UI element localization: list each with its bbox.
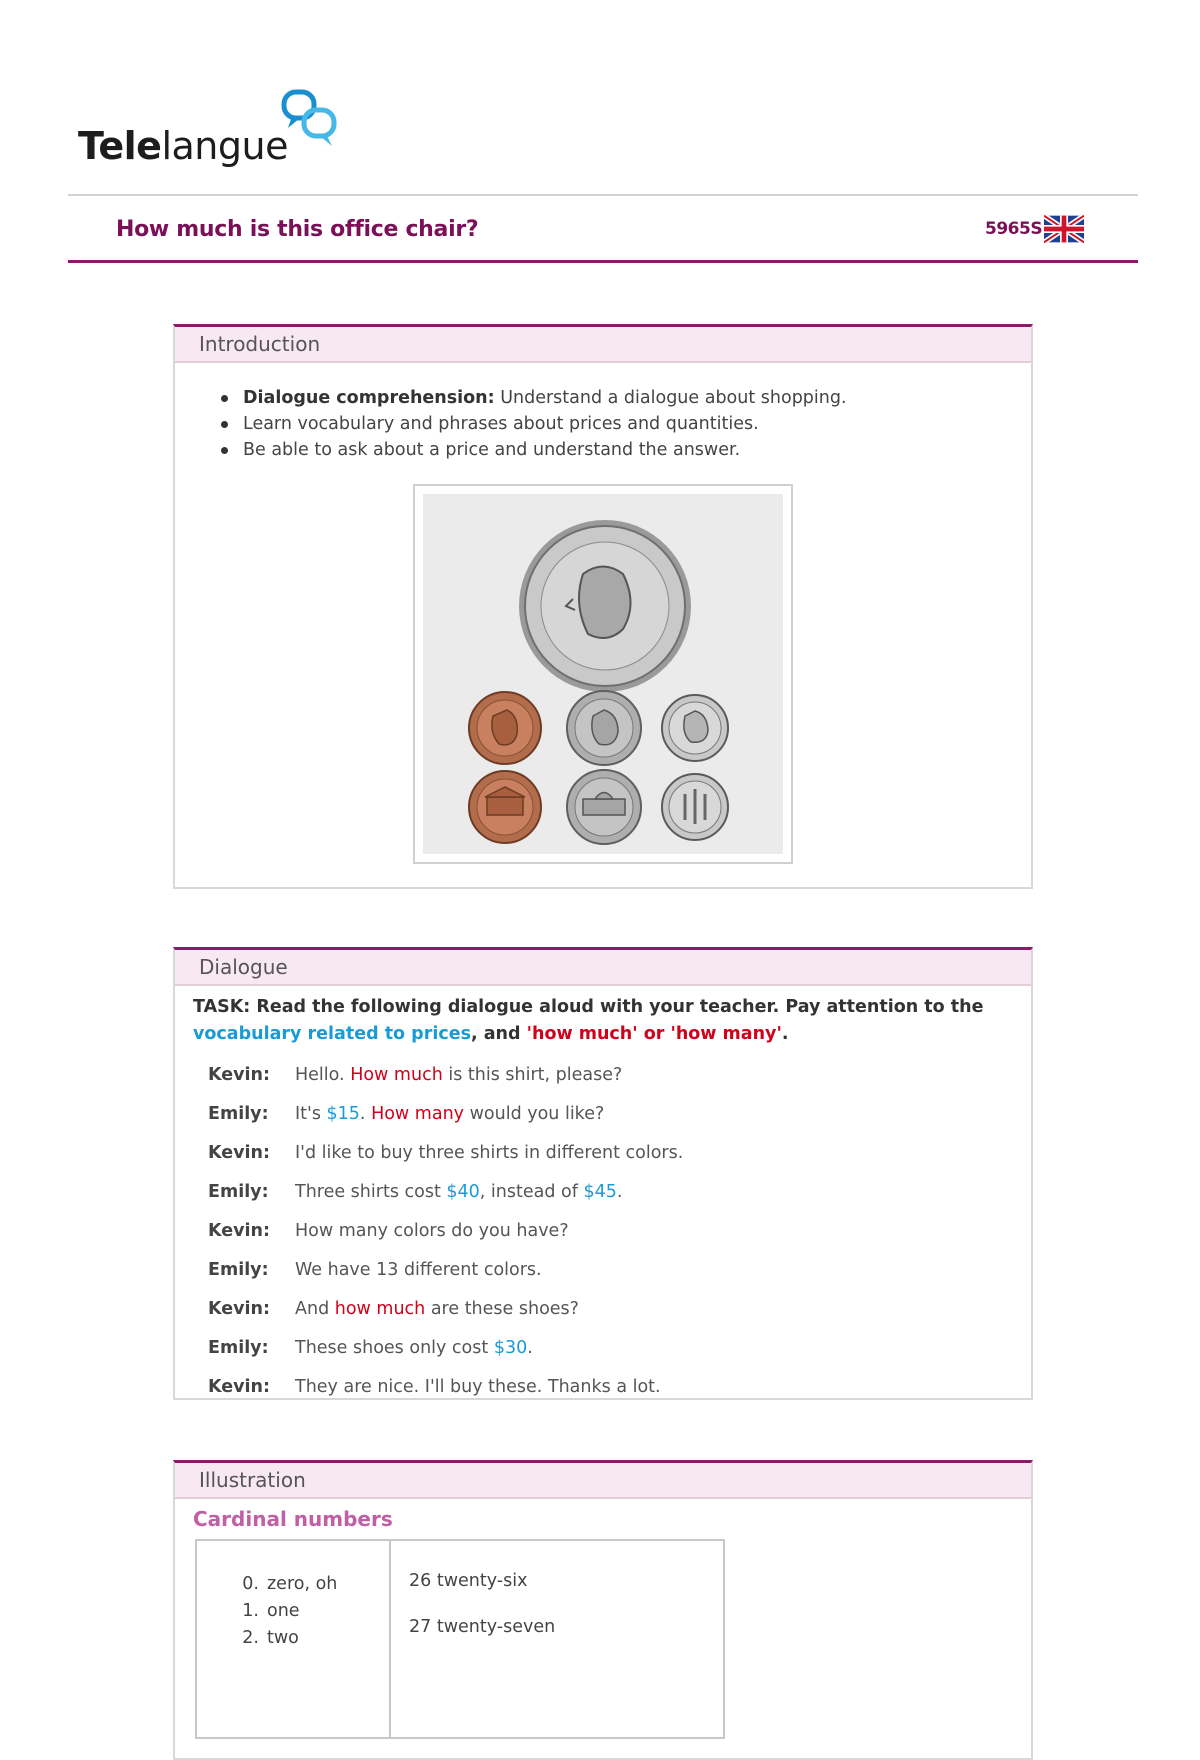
question-phrase: how much bbox=[334, 1299, 426, 1319]
task-text: , and bbox=[471, 1024, 527, 1044]
number-index: 2. bbox=[242, 1628, 259, 1648]
price: $30 bbox=[493, 1338, 528, 1358]
numbers-table bbox=[195, 1539, 725, 1739]
number-index: 0. bbox=[242, 1574, 259, 1594]
objective-text: Learn vocabulary and phrases about prices and quantities. bbox=[243, 414, 759, 434]
cardinal-numbers-heading: Cardinal numbers bbox=[193, 1507, 393, 1531]
line-text: These shoes only cost bbox=[295, 1338, 494, 1358]
objectives-list bbox=[219, 385, 847, 463]
quarter-coin bbox=[519, 520, 691, 692]
nickel-coin bbox=[567, 691, 641, 765]
number-word: zero, oh bbox=[267, 1574, 338, 1594]
list-item: 27 twenty-seven bbox=[409, 1617, 556, 1637]
line-text: is this shirt, please? bbox=[442, 1065, 623, 1085]
dialogue-line bbox=[175, 1143, 1031, 1181]
line-text: . bbox=[616, 1182, 623, 1202]
speaker: Kevin: bbox=[208, 1143, 270, 1163]
header-divider bbox=[68, 194, 1138, 196]
price: $15 bbox=[326, 1104, 360, 1124]
question-phrase: How many bbox=[371, 1104, 465, 1124]
nickel-back-coin bbox=[567, 770, 641, 844]
dialogue-line bbox=[175, 1065, 1031, 1103]
speaker: Emily: bbox=[208, 1260, 269, 1280]
number-index: 1. bbox=[242, 1601, 259, 1621]
speaker: Kevin: bbox=[208, 1299, 270, 1319]
question-phrase: How much bbox=[350, 1065, 443, 1085]
line-text: , instead of bbox=[479, 1182, 584, 1202]
task-text: TASK: Read the following dialogue aloud with your teacher. Pay attention to the bbox=[193, 997, 984, 1017]
title-underline bbox=[68, 260, 1138, 263]
speaker: Kevin: bbox=[208, 1221, 270, 1241]
dialogue-line bbox=[175, 1104, 1031, 1142]
speaker: Kevin: bbox=[208, 1377, 270, 1397]
dialogue-line bbox=[175, 1221, 1031, 1259]
dime-back-coin bbox=[662, 774, 728, 840]
dialogue-heading: Dialogue bbox=[175, 950, 1031, 986]
task-highlight-prices: vocabulary related to prices bbox=[193, 1024, 471, 1044]
task-highlight-questions: 'how much' or 'how many' bbox=[526, 1024, 782, 1044]
dime-coin bbox=[662, 695, 728, 761]
numbers-column-left bbox=[233, 1571, 337, 1652]
number-word: one bbox=[267, 1601, 300, 1621]
line-text: And bbox=[295, 1299, 335, 1319]
list-item: 26 twenty-six bbox=[409, 1571, 528, 1591]
line-text: We have 13 different colors. bbox=[295, 1260, 542, 1280]
price: $40 bbox=[446, 1182, 480, 1202]
dialogue-line bbox=[175, 1377, 1031, 1415]
line-text: Three shirts cost bbox=[295, 1182, 447, 1202]
coins-illustration bbox=[423, 494, 783, 854]
numbers-column-right bbox=[409, 1571, 555, 1663]
line-text: I'd like to buy three shirts in different colors. bbox=[295, 1143, 684, 1163]
introduction-section bbox=[173, 324, 1033, 889]
speaker: Emily: bbox=[208, 1338, 269, 1358]
dialogue-line bbox=[175, 1260, 1031, 1298]
line-text: Hello. bbox=[295, 1065, 351, 1085]
illustration-heading: Illustration bbox=[175, 1463, 1031, 1499]
list-item bbox=[219, 437, 847, 463]
list-item bbox=[219, 411, 847, 437]
speech-bubbles-icon bbox=[278, 88, 342, 152]
speaker: Kevin: bbox=[208, 1065, 270, 1085]
speaker: Emily: bbox=[208, 1104, 269, 1124]
list-item bbox=[219, 385, 847, 411]
objective-text: Understand a dialogue about shopping. bbox=[494, 388, 847, 408]
dialogue-line bbox=[175, 1182, 1031, 1220]
list-item bbox=[233, 1598, 337, 1625]
list-item bbox=[233, 1625, 337, 1652]
line-text: would you like? bbox=[464, 1104, 605, 1124]
page-title: How much is this office chair? bbox=[116, 217, 479, 242]
logo-text-light: langue bbox=[161, 124, 288, 168]
speaker: Emily: bbox=[208, 1182, 269, 1202]
number-word: two bbox=[267, 1628, 299, 1648]
line-text: . bbox=[527, 1338, 533, 1358]
introduction-heading: Introduction bbox=[175, 327, 1031, 363]
objective-label: Dialogue comprehension: bbox=[243, 388, 495, 408]
task-instructions bbox=[193, 994, 1013, 1048]
telelangue-logo bbox=[78, 88, 378, 178]
line-text: It's bbox=[295, 1104, 327, 1124]
lesson-code: 5965S bbox=[985, 219, 1043, 239]
line-text: They are nice. I'll buy these. Thanks a lot. bbox=[295, 1377, 661, 1397]
penny-coin bbox=[469, 692, 541, 764]
table-divider bbox=[389, 1541, 391, 1737]
dialogue-line bbox=[175, 1338, 1031, 1376]
logo-text-bold: Tele bbox=[78, 124, 162, 168]
price: $45 bbox=[583, 1182, 617, 1202]
illustration-section bbox=[173, 1460, 1033, 1760]
line-text: How many colors do you have? bbox=[295, 1221, 569, 1241]
uk-flag-icon bbox=[1044, 214, 1084, 244]
list-item bbox=[233, 1571, 337, 1598]
us-coins-image bbox=[413, 484, 793, 864]
dialogue-line bbox=[175, 1299, 1031, 1337]
penny-back-coin bbox=[469, 771, 541, 843]
dialogue-section bbox=[173, 947, 1033, 1400]
objective-text: Be able to ask about a price and understand the answer. bbox=[243, 440, 741, 460]
line-text: . bbox=[359, 1104, 372, 1124]
line-text: are these shoes? bbox=[425, 1299, 579, 1319]
task-text: . bbox=[781, 1024, 789, 1044]
